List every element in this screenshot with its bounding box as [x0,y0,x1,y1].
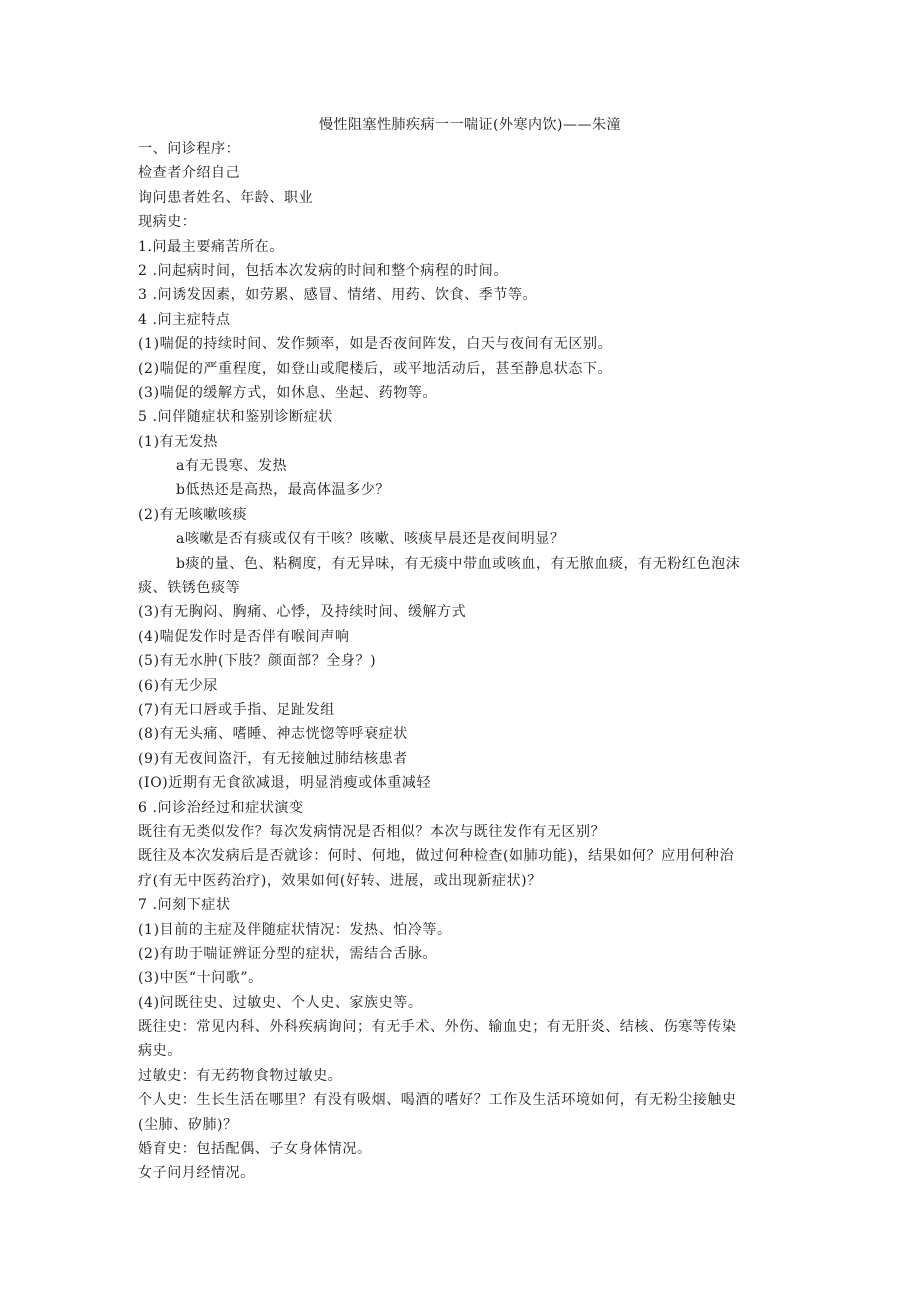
text-line: 一、问诊程序： [138,141,241,157]
text-line: 女子问月经情况。 [138,1165,255,1182]
text-line: 病史。 [138,1043,182,1060]
text-line: 既往史：常见内科、外科疾病询问；有无手术、外伤、输血史；有无肝炎、结核、伤寒等传染 [138,1019,737,1036]
text-line: (5)有无水肿(下肢？颜面部？全身？) [138,653,377,670]
text-line: 婚育史：包括配偶、子女身体情况。 [138,1141,372,1158]
text-line: 1.问最主要痛苦所在。 [138,238,284,255]
text-line: (7)有无口唇或手指、足趾发组 [138,701,335,718]
text-line: 4 .问主症特点 [138,311,231,328]
text-line: b痰的量、色、粘稠度，有无异味，有无痰中带血或咳血，有无脓血痰，有无粉红色泡沫 [176,555,741,572]
text-line: a咳嗽是否有痰或仅有干咳？咳嗽、咳痰早晨还是夜间明显？ [176,531,565,548]
text-line: 5 .问伴随症状和鉴别诊断症状 [138,409,333,426]
text-line: (1)目前的主症及伴随症状情况：发热、怕冷等。 [138,921,452,938]
text-line: b低热还是高热，最高体温多少？ [176,482,390,499]
text-line: a有无畏寒、发热 [176,458,288,475]
text-line: (4)问既往史、过敏史、个人史、家族史等。 [138,994,423,1011]
text-line: (尘肺、矽肺)？ [138,1116,238,1133]
text-line: (3)有无胸闷、胸痛、心悸，及持续时间、缓解方式 [138,604,467,621]
text-line: (2)有助于喘证辨证分型的症状，需结合舌脉。 [138,945,438,962]
text-line: 痰、铁锈色痰等 [138,580,241,597]
text-line: 过敏史：有无药物食物过敏史。 [138,1067,343,1084]
text-line: 2 .问起病时间，包括本次发病的时间和整个病程的时间。 [138,262,509,279]
text-line: 既往有无类似发作？每次发病情况是否相似？本次与既往发作有无区别？ [138,823,606,840]
text-line: 个人史：生长生活在哪里？有没有吸烟、喝酒的嗜好？工作及生活环境如何，有无粉尘接触史 [138,1092,737,1109]
text-line: (1)有无发热 [138,433,219,450]
text-line: 既往及本次发病后是否就诊：何时、何地，做过何种检查(如肺功能)，结果如何？应用何种治 [138,848,735,865]
text-line: (4)喘促发作时是否伴有喉间声响 [138,628,350,645]
text-line: (3)中医“十问歌”。 [138,970,263,987]
text-line: 询问患者姓名、年龄、职业 [138,189,314,206]
text-line: (2)喘促的严重程度，如登山或爬楼后，或平地活动后，甚至静息状态下。 [138,360,613,377]
text-line: (IO)近期有无食欲减退，明显消瘦或体重减轻 [138,775,432,792]
text-line: 疗(有无中医药治疗)，效果如何(好转、进展，或出现新症状)？ [138,872,542,889]
text-line: (9)有无夜间盗汗，有无接触过肺结核患者 [138,750,408,767]
text-line: 7 .问刻下症状 [138,897,231,914]
text-line: (6)有无少尿 [138,677,219,694]
text-line: 3 .问诱发因素，如劳累、感冒、情绪、用药、饮食、季节等。 [138,287,538,304]
text-line: 检查者介绍自己 [138,165,241,182]
text-line: 6 .问诊治经过和症状演变 [138,799,304,816]
document-body [138,137,788,1186]
text-line: (3)喘促的缓解方式，如休息、坐起、药物等。 [138,384,438,401]
document-title: 慢性阻塞性肺疾病一一喘证(外寒内饮)——朱潼 [319,117,621,133]
text-line: (8)有无头痛、嗜睡、神志恍惚等呼衰症状 [138,726,408,743]
text-line: (1)喘促的持续时间、发作频率，如是否夜间阵发，白天与夜间有无区别。 [138,336,613,353]
text-line: (2)有无咳嗽咳痰 [138,506,248,523]
text-line: 现病史： [138,214,197,231]
